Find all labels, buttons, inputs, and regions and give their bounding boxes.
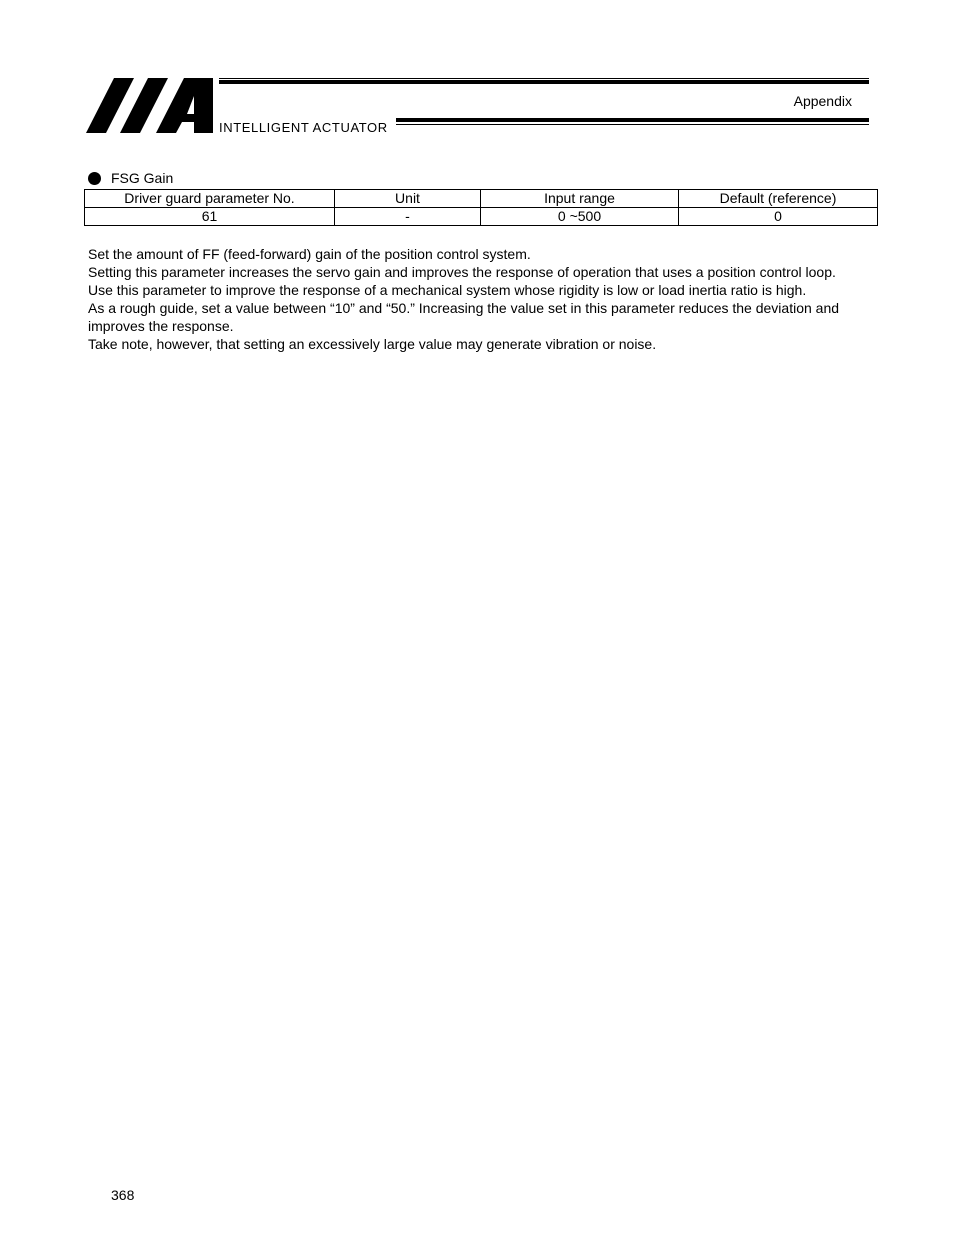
paragraph: Setting this parameter increases the servo gain and improves the response of operation that uses a position control loop. [88,264,836,280]
paragraph: Set the amount of FF (feed-forward) gain of the position control system. [88,246,531,262]
table-cell: 0 ~500 [481,208,679,226]
header-rule-top [219,78,869,84]
table-cell: 61 [85,208,335,226]
company-name: INTELLIGENT ACTUATOR [219,120,388,135]
header-rule-bottom [396,118,869,126]
table-header-cell: Driver guard parameter No. [85,190,335,208]
bullet-icon [88,172,101,185]
page-number: 368 [111,1187,135,1203]
table-header-cell: Input range [481,190,679,208]
table-cell: - [335,208,481,226]
iai-logo [86,76,216,134]
section-heading [88,170,173,186]
paragraph: As a rough guide, set a value between “10” and “50.” Increasing the value set in this parameter reduces the deviation and improves the response. [88,300,840,334]
table-header-cell: Unit [335,190,481,208]
table-header-cell: Default (reference) [679,190,878,208]
paragraph: Use this parameter to improve the response of a mechanical system whose rigidity is low or load inertia ratio is high. [88,282,807,298]
parameter-table [84,189,878,226]
section-label: Appendix [793,93,852,109]
table-row [85,208,878,226]
table-cell: 0 [679,208,878,226]
section-title: FSG Gain [111,170,174,186]
paragraph: Take note, however, that setting an excessively large value may generate vibration or noise. [88,336,657,352]
table-header-row [85,190,878,208]
description [88,245,868,353]
